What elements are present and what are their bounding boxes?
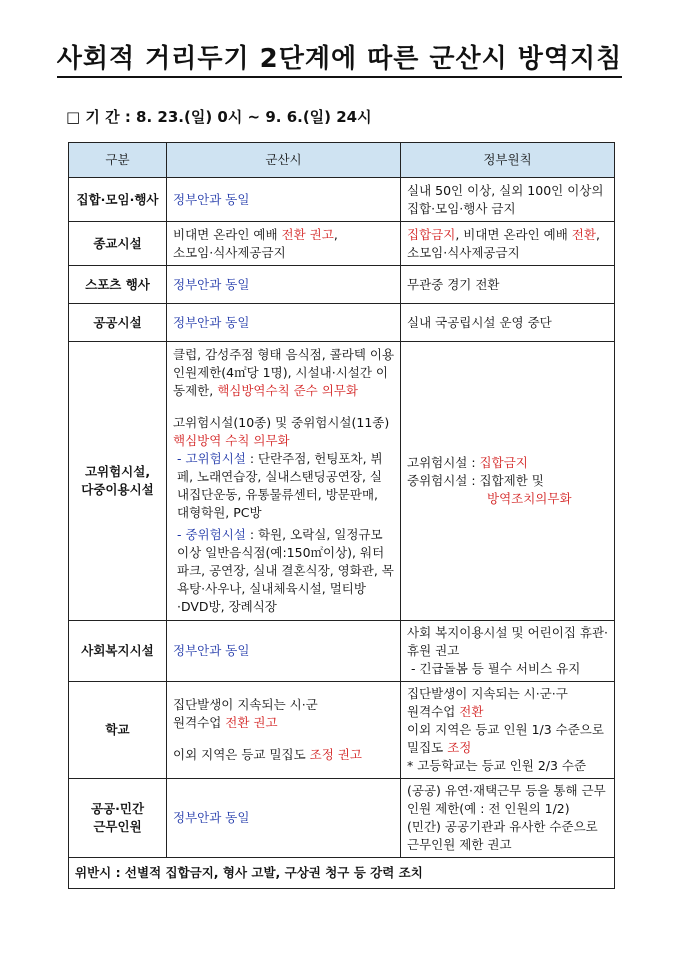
paragraph <box>407 454 608 472</box>
gunsan-cell: 정부안과 동일 <box>167 304 401 342</box>
text: 원격수업 <box>407 704 460 719</box>
table-row <box>69 266 615 304</box>
gunsan-cell <box>167 682 401 779</box>
text: 이외 지역은 등교 인원 1/3 수준으로 밀집도 <box>407 722 604 755</box>
paragraph <box>173 346 394 400</box>
text: 소모임·식사제공금지 <box>173 244 286 260</box>
highlight-text: 핵심방역수칙 준수 의무화 <box>217 383 358 398</box>
highlight-text: 전환 권고 <box>225 715 278 730</box>
item-label: - 중위험시설 <box>177 527 246 542</box>
highlight-text: 집합금지 <box>407 226 456 242</box>
row-category <box>69 779 167 858</box>
table-footer-row <box>69 858 615 889</box>
text: 집단발생이 지속되는 시·군 <box>173 697 318 712</box>
title-text: 사회적 거리두기 2단계에 따른 군산시 방역지침 <box>57 44 623 78</box>
table-row <box>69 682 615 779</box>
text: - 긴급돌봄 등 필수 서비스 유지 <box>411 661 581 676</box>
text: 원격수업 <box>173 715 226 730</box>
highlight-text: 조정 <box>447 740 472 755</box>
guideline-table <box>68 142 615 889</box>
row-category <box>69 342 167 621</box>
highlight-text: 전환 권고 <box>281 226 334 242</box>
header-category: 구분 <box>69 143 167 178</box>
text: 고위험시설, <box>84 464 151 479</box>
paragraph <box>407 703 608 721</box>
paragraph <box>173 746 394 764</box>
row-category: 집합·모임·행사 <box>69 178 167 222</box>
row-category: 종교시설 <box>69 222 167 266</box>
gov-cell <box>401 682 615 779</box>
text: 중위험시설 : 집합제한 및 <box>407 473 544 488</box>
item-label: - 고위험시설 <box>177 451 246 466</box>
text: , 비대면 온라인 예배 <box>455 226 572 242</box>
gunsan-cell <box>167 342 401 621</box>
highlight-text: 핵심방역 수칙 의무화 <box>173 433 290 448</box>
row-category: 스포츠 행사 <box>69 266 167 304</box>
highlight-text: 전환 <box>571 226 596 242</box>
table-row <box>69 222 615 266</box>
gunsan-cell: 정부안과 동일 <box>167 266 401 304</box>
text: : 학원, 오락실, 일정규모 이상 일반음식점(예:150㎡이상), 워터파크, 공연장, 실내 결혼식장, 영화관, 목욕탕·사우나, 실내체육시설, 멀티방·DVD방, 장례식장 <box>177 527 394 614</box>
text: 집단발생이 지속되는 시·군·구 <box>407 686 568 701</box>
list-item <box>173 450 394 522</box>
gunsan-cell: 정부안과 동일 <box>167 178 401 222</box>
text: 소모임·식사제공금지 <box>407 244 520 260</box>
gov-cell: 실내 50인 이상, 실외 100인 이상의 집합·모임·행사 금지 <box>401 178 615 222</box>
table-row <box>69 342 615 621</box>
highlight-text: 전환 <box>459 704 484 719</box>
paragraph <box>407 490 608 508</box>
header-government: 정부원칙 <box>401 143 615 178</box>
gunsan-cell: 정부안과 동일 <box>167 621 401 682</box>
highlight-text: 방역조치의무화 <box>487 491 572 506</box>
gov-cell <box>401 779 615 858</box>
text: 고위험시설(10종) 및 중위험시설(11종) <box>173 415 390 430</box>
highlight-text: 집합금지 <box>479 455 528 470</box>
list-item <box>173 526 394 616</box>
text: (공공) 유연·재택근무 등을 통해 근무인원 제한(예 : 전 인원의 1/2) <box>407 783 606 816</box>
text: 이외 지역은 등교 밀집도 <box>173 747 310 762</box>
paragraph <box>407 721 608 757</box>
gov-cell <box>401 342 615 621</box>
table-header-row <box>69 143 615 178</box>
text: 사회 복지이용시설 및 어린이집 휴관·휴원 권고 <box>407 625 608 658</box>
period-line: □ 기 간 : 8. 23.(일) 0시 ~ 9. 6.(일) 24시 <box>66 108 372 126</box>
gov-cell <box>401 621 615 682</box>
paragraph <box>407 472 608 490</box>
header-gunsan: 군산시 <box>167 143 401 178</box>
text: 클럽, 감성주점 형태 음식점, 콜라텍 이용인원제한(4㎡당 1명), 시설내·시설간 이동제한, <box>173 347 395 398</box>
row-category: 학교 <box>69 682 167 779</box>
violation-notice: 위반시 : 선별적 집합금지, 형사 고발, 구상권 청구 등 강력 조치 <box>69 858 615 889</box>
text: : 단란주점, 헌팅포차, 뷔페, 노래연습장, 실내스탠딩공연장, 실내집단운동, 유통물류센터, 방문판매, 대형학원, PC방 <box>177 451 383 520</box>
row-category: 사회복지시설 <box>69 621 167 682</box>
text: 다중이용시설 <box>81 482 154 497</box>
gunsan-cell <box>167 222 401 266</box>
gov-cell: 실내 국공립시설 운영 중단 <box>401 304 615 342</box>
table-row <box>69 178 615 222</box>
gunsan-cell: 정부안과 동일 <box>167 779 401 858</box>
paragraph <box>173 414 394 450</box>
table-row <box>69 621 615 682</box>
text: 공공·민간 <box>90 801 145 816</box>
text: , <box>333 226 338 242</box>
highlight-text: 조정 권고 <box>309 747 362 762</box>
gov-cell <box>401 222 615 266</box>
document-title <box>0 38 679 75</box>
paragraph <box>173 714 394 732</box>
text: 근무인원 <box>93 819 142 834</box>
table-row <box>69 304 615 342</box>
table-row <box>69 779 615 858</box>
gov-cell: 무관중 경기 전환 <box>401 266 615 304</box>
text: 비대면 온라인 예배 <box>173 226 282 242</box>
row-category: 공공시설 <box>69 304 167 342</box>
text: * 고등학교는 등교 인원 2/3 수준 <box>407 758 587 773</box>
text: , <box>595 226 600 242</box>
text: (민간) 공공기관과 유사한 수준으로 근무인원 제한 권고 <box>407 819 598 852</box>
text: 고위험시설 : <box>407 455 480 470</box>
